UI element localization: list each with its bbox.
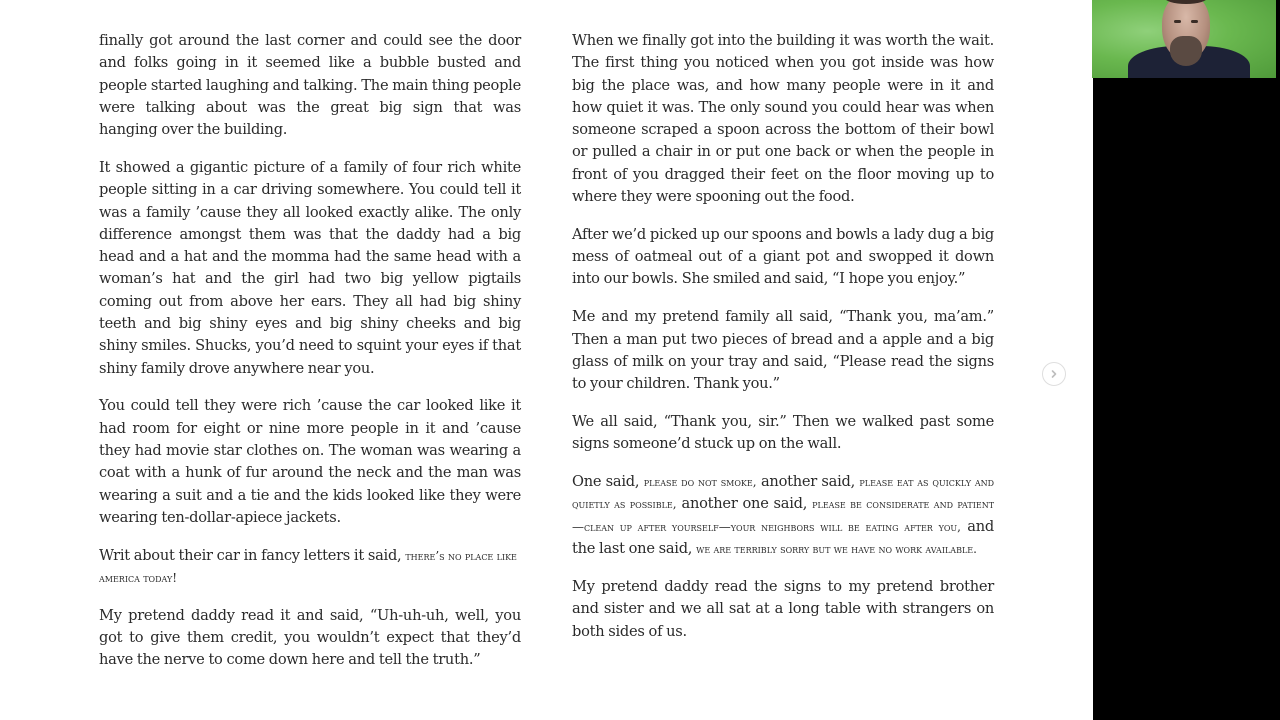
paragraph: My pretend daddy read the signs to my pretend brother and sister and we all sat at a long table with strangers on both sides of us. <box>572 578 994 640</box>
webcam-video-overlay <box>1092 0 1276 78</box>
paragraph: finally got around the last corner and could see the door and folks going in it seemed like a bubble busted and people started laughing and talking. The main thing people were talking about was the great big sign that was hanging over the building. <box>99 32 521 139</box>
left-page-column <box>99 30 521 687</box>
paragraph-text: and the last one said, <box>572 517 994 558</box>
sign-text: please be considerate and patient—clean up after yourself—your neighbors will be eating after you, <box>572 497 995 534</box>
signs-paragraph <box>572 471 994 561</box>
sign-paragraph <box>99 545 521 590</box>
paragraph: You could tell they were rich ’cause the car looked like it had room for eight or nine more people in it and ’cause they had movie star clothes on. The woman was wearing a coat with a hunk of fur around the neck and the man was wearing a suit and a tie and the kids looked like they were wearing ten-dollar-apiece jackets. <box>99 397 521 526</box>
paragraph-text: One said, <box>572 473 640 491</box>
presenter-eye <box>1174 20 1181 23</box>
next-page-button[interactable] <box>1042 362 1066 386</box>
paragraph: When we finally got into the building it was worth the wait. The first thing you noticed when you got inside was how big the place was, and how many people were in it and how quiet it was. The only sound you could hear was when someone scraped a spoon across the bottom of their bowl or pulled a chair in or put one back or when the people in front of you dragged their feet on the floor moving up to where they were spooning out the food. <box>572 32 994 206</box>
paragraph-text: Writ about their car in fancy letters it said, <box>99 546 402 564</box>
paragraph: We all said, “Thank you, sir.” Then we walked past some signs someone’d stuck up on the wall. <box>572 412 994 453</box>
sign-text: there’s no place like america today! <box>99 548 517 586</box>
paragraph: My pretend daddy read it and said, “Uh-uh-uh, well, you got to give them credit, you wouldn’t expect that they’d have the nerve to come down here and tell the truth.” <box>99 606 521 669</box>
paragraph-text: another said, <box>760 473 855 491</box>
right-page-column <box>572 30 994 659</box>
sign-text: please eat as quickly and quietly as possible, <box>572 475 995 512</box>
paragraph: Me and my pretend family all said, “Thank you, ma’am.” Then a man put two pieces of bread and a apple and a big glass of milk on your tray and said, “Please read the signs to your children. Thank you.” <box>572 308 994 393</box>
sign-text: we are terribly sorry but we have no work available. <box>696 542 977 557</box>
paragraph: After we’d picked up our spoons and bowls a lady dug a big mess of oatmeal out of a giant pot and swopped it down into our bowls. She smiled and said, “I hope you enjoy.” <box>572 225 994 288</box>
chevron-right-icon <box>1049 369 1059 379</box>
presenter-beard <box>1170 36 1202 66</box>
sign-text: please do not smoke, <box>643 475 757 490</box>
paragraph-text: another one said, <box>681 495 808 513</box>
presenter-eye <box>1191 20 1198 23</box>
paragraph: It showed a gigantic picture of a family of four rich white people sitting in a car driving somewhere. You could tell it was a family ’cause they all looked exactly alike. The only difference amongst them was that the daddy had a big head and a hat and the momma had the same head with a woman’s hat and the girl had two big yellow pigtails coming out from above her ears. They all had big shiny teeth and big shiny eyes and big shiny cheeks and big shiny smiles. Shucks, you’d need to squint your eyes if that shiny family drove anywhere near you. <box>99 158 521 377</box>
